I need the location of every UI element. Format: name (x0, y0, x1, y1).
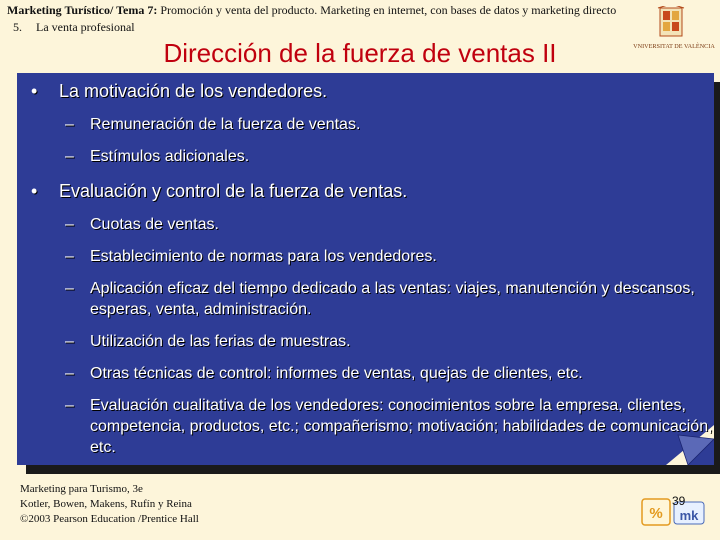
sub-bullet-text: Otras técnicas de control: informes de ventas, quejas de clientes, etc. (90, 365, 583, 382)
sub-marker: – (65, 116, 74, 133)
section-title: La venta profesional (36, 20, 135, 34)
sub-bullet-text: Aplicación eficaz del tiempo dedicado a las ventas: viajes, manutención y descansos, esperas, venta, administración. (90, 280, 695, 318)
section-line (7, 19, 627, 36)
sub-marker: – (65, 216, 74, 233)
sub-bullet-text: Establecimiento de normas para los vendedores. (90, 248, 437, 265)
sub-marker: – (65, 397, 74, 414)
sub-bullet-text: Evaluación cualitativa de los vendedores: conocimientos sobre la empresa, clientes, competencia, productos, etc.; compañerismo; motivación; habilidades de comunicación, etc. (90, 397, 713, 456)
sub-bullet (17, 146, 714, 167)
slide-content (17, 73, 714, 458)
svg-text:%: % (649, 505, 663, 522)
sub-bullet (17, 395, 714, 458)
logo-text: VNIVERSITAT DE VALÈNCIA (633, 43, 715, 50)
footer-book: Marketing para Turismo, 3e (20, 483, 143, 495)
sub-marker: – (65, 148, 74, 165)
bullet-marker: • (31, 81, 38, 101)
course-subtitle: Promoción y venta del producto. Marketing en internet, con bases de datos y marketing directo (157, 3, 617, 17)
sub-bullet-text: Cuotas de ventas. (90, 216, 219, 233)
bullet-text: Evaluación y control de la fuerza de ventas. (59, 181, 408, 201)
footer-citation (20, 482, 199, 527)
logo-mk-text: mk (679, 508, 699, 523)
footer-copyright: ©2003 Pearson Education /Prentice Hall (20, 513, 199, 525)
sub-bullet-text: Utilización de las ferias de muestras. (90, 333, 351, 350)
footer-authors: Kotler, Bowen, Makens, Rufín y Reina (20, 498, 192, 510)
sub-marker: – (65, 280, 74, 297)
sub-bullet (17, 246, 714, 267)
page-number: 39 (672, 494, 686, 508)
sub-marker: – (65, 333, 74, 350)
sub-bullet (17, 278, 714, 320)
sub-bullet (17, 363, 714, 384)
sub-bullet (17, 214, 714, 235)
sub-bullet (17, 331, 714, 352)
slide-title: Dirección de la fuerza de ventas II (163, 38, 557, 68)
section-number: 5. (13, 20, 22, 34)
bullet-text: La motivación de los vendedores. (59, 81, 328, 101)
sub-bullet-text: Estímulos adicionales. (90, 148, 250, 165)
sub-marker: – (65, 365, 74, 382)
course-line (7, 2, 627, 19)
slide-header (7, 2, 627, 36)
bullet-motivation (17, 81, 714, 102)
bullet-marker: • (31, 181, 38, 201)
bullet-evaluation (17, 181, 714, 202)
sub-marker: – (65, 248, 74, 265)
sub-bullet-text: Remuneración de la fuerza de ventas. (90, 116, 361, 133)
course-topic: Marketing Turístico/ Tema 7: (7, 3, 158, 17)
sub-bullet (17, 114, 714, 135)
